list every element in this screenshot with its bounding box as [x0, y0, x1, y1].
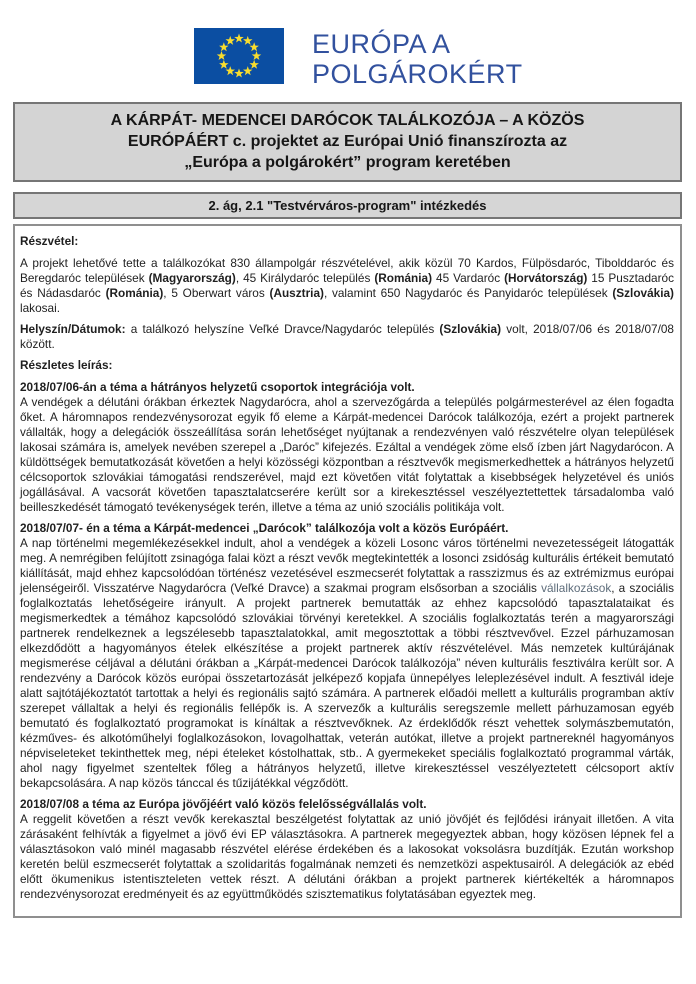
day3-body: A reggelit követően a részt vevők kerekasztal beszélgetést folytattak az unió jövőjét és fejlődési irányait illetően. A vita zárásaként felhívták a figyelmet a jövő évi EP választásokra. A partnerek megegyeztek abban, hogy közösen lépnek fel a választásokon való minél magasabb részvétel elérése érdekében és a lakosokat voksolásra buzdítják. Ezután workshop keretén belül eszmecserét folytattak a szolidaritás fogalmának nemzeti és nemzetközi aspektusairól. A delegációk az ebéd előtt ökumenikus istentiszteleten vettek részt. A délutáni órákban a projekt partnerek kiértékelték a háromnapos rendezvénysorozat eredményeit és az együttműködés szisztematikus folytatásában egyeztek meg. — [20, 812, 674, 901]
banner-line1: A KÁRPÁT- MEDENCEI DARÓCOK TALÁLKOZÓJA – A KÖZÖS — [110, 112, 585, 129]
banner-line2: EURÓPÁÉRT c. projektet az Európai Unió finanszírozta az — [127, 133, 568, 150]
location-dates-paragraph — [20, 322, 674, 352]
measure-bar: 2. ág, 2.1 "Testvérváros-program" intézkedés — [13, 192, 682, 219]
text-run: , 5 Oberwart város — [163, 286, 270, 300]
text-run: 45 Vardaróc — [432, 271, 505, 285]
text-run: (Magyarország) — [148, 271, 236, 285]
text-run: a találkozó helyszíne Veľké Dravce/Nagydaróc település — [125, 322, 440, 336]
text-run: (Ausztria) — [269, 286, 324, 300]
text-run: lakosai. — [20, 301, 60, 315]
eu-logo-block — [194, 28, 696, 89]
project-title-banner — [13, 102, 682, 182]
day1-body: A vendégek a délutáni órákban érkeztek Nagydarócra, ahol a szervezőgárda a település polgármesterével az élen fogadta őket. A háromnapos rendezvénysorozat egyik fő eleme a Kárpát-medencei Darócok találkozója, ezért a projekt partnerek vállalták, hogy a delegációk összeállítása során lehetőséget nyújtanak a rendezvényen való részvételre olyan települések lakosai számára is, amelyek nevében szerepel a „Daróc” kifejezés. Ezáltal a vendégek zöme első ízben járt Nagydarócon. A küldöttségek bemutatkozását követően a helyi közösségi központban a résztvevők megismerkedhettek a hátrányos helyzetű célcsoportok szlovákiai támogatási rendszerével, majd ezt követően vitát folytattak a kisebbségek helyzetével és uniós jogállásával. A vacsorát követően tapasztalatcserére került sor a kirekesztéssel veszélyeztettettek társadalomba való beilleszkedését támogató tevékenységek terén, illetve a téma az unió szociális politikája volt. — [20, 395, 674, 514]
participation-paragraph — [20, 256, 674, 316]
eu-flag-icon — [194, 28, 284, 84]
text-run: , a szociális foglalkoztatás lehetőségeire irányult. A projekt partnerek bemutatták az ehhez kapcsolódó tapasztalataikat és megismerkedtek a témához kapcsolódó szlovákiai törvényi keretekkel. A szociális foglalkoztatás terén a magyarországi partnerek rendelkeznek a legszélesebb tapasztalatokkal, amit megosztottak a többi résztvevővel. Ezzel párhuzamosan elkezdődött a hagyományos ételek elkészítése a projekt partnerek aktív részvételével. Más nemzetek kultúrájának megismerése céljával a délutáni órákban a „Kárpát-medencei Darócok találkozója” néven kulturális fesztiválra került sor. A rendezvény a Darócok közös európai összetartozását jelképező kopjafa ünnepélyes leleplezésével indult. A fesztivál ideje alatt sajtótájékoztatót tartottak a helyi és regionális sajtó számára. A partnerek előadói mellett a kulturális programban aktív szerepet vállaltak a helyi és regionális fellépők is. A szervezők a kulturális seregszemle mellett párhuzamosan egyéb bemutató és foglalkoztató programokat is kínáltak a résztvevőknek. Az érdeklődők részt vehettek solymászbemutatón, kézműves- és alkotóműhelyi foglalkozásokon, lovagolhattak, veterán autókat, illetve a projekt partnereknél hagyományos népviseleteket tekinthettek meg, népi ételeket kóstolhattak, stb.. A gyermekeket speciális foglalkoztató programmal várták, ahol nagy figyelmet szenteltek főleg a hátrányos helyzetű, illetve kirekesztéssel veszélyeztetett célcsoport aktív bekapcsolására. A nap közös tánccal és tűzijátékkal végződött. — [20, 581, 674, 790]
text-run: A nap történelmi megemlékezésekkel indult, ahol a vendégek a közeli Losonc város történelmi nevezetességeit látogatták meg. A nemrégiben felújított zsinagóga falai közt a részt vevők megtekintették a losonci zsidóság kulturális értékeit bemutató kiállítását, majd ehhez kapcsolódóan történész vezetésével eszmecserét folytattak a rasszizmus és az extrémizmus európai jelenségeiről. Visszatérve Nagydarócra (Veľké Dravce) a szakmai program elsősorban a szociális — [20, 536, 674, 595]
day2-heading: 2018/07/07- én a téma a Kárpát-medencei „Darócok” találkozója volt a közös Európáért. — [20, 521, 509, 535]
text-run: vállalkozások — [541, 581, 612, 595]
program-logo-title-line2: POLGÁROKÉRT — [312, 59, 523, 89]
program-logo-title — [312, 29, 523, 89]
program-logo-title-line1: EURÓPA A — [312, 29, 451, 59]
details-label: Részletes leírás: — [20, 358, 113, 372]
text-run: (Románia) — [105, 286, 164, 300]
text-run: A projekt lehetővé tette a találkozókat 830 állampolgár részvételével, akik közül 70 Kardos, Fülpösdaróc, Tibolddaróc és Beregdaróc települések — [20, 256, 674, 285]
project-details-box — [13, 224, 682, 918]
text-run: , 45 Királydaróc település — [235, 271, 375, 285]
day1-heading: 2018/07/06-án a téma a hátrányos helyzetű csoportok integrációja volt. — [20, 380, 415, 394]
text-run: volt, 2018/07/06 és 2018/07/08 között. — [20, 322, 674, 351]
day2-body — [20, 536, 674, 791]
day2-section — [20, 521, 674, 791]
participation-label: Részvétel: — [20, 234, 79, 248]
text-run: (Horvátország) — [504, 271, 588, 285]
text-run: Helyszín/Dátumok: — [20, 322, 126, 336]
banner-line3: „Európa a polgárokért” program keretében — [184, 154, 511, 171]
text-run: (Szlovákia) — [439, 322, 502, 336]
day3-heading: 2018/07/08 a téma az Európa jövőjéért való közös felelősségvállalás volt. — [20, 797, 427, 811]
day3-section — [20, 797, 674, 902]
text-run: (Szlovákia) — [612, 286, 674, 300]
text-run: , valamint 650 Nagydaróc és Panyidaróc települések — [323, 286, 613, 300]
text-run: 15 Pusztadaróc és Nádasdaróc — [20, 271, 674, 300]
day1-section — [20, 380, 674, 515]
text-run: (Románia) — [374, 271, 433, 285]
